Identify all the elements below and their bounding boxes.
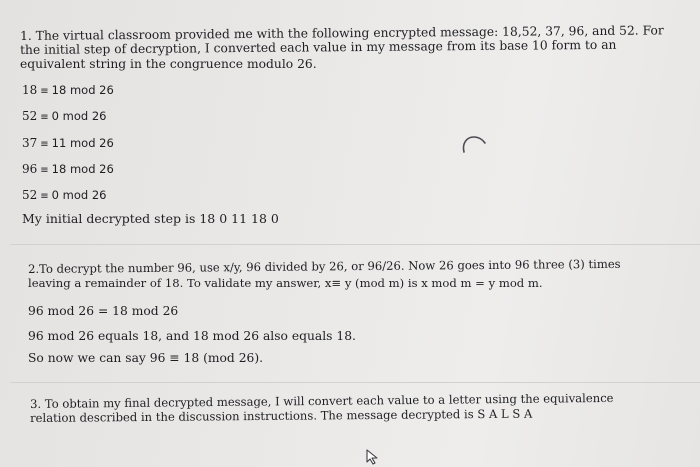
- congruence-lhs: 52: [22, 109, 38, 123]
- congruence-lhs: 96: [22, 162, 38, 176]
- congruence-rhs: 0 mod 26: [51, 109, 107, 123]
- congruence-row: [22, 83, 114, 97]
- congruence-row: [22, 188, 106, 202]
- congruence-symbol: ≡: [40, 191, 49, 202]
- congruence-rhs: 11 mod 26: [51, 136, 114, 150]
- congruence-lhs: 52: [22, 188, 38, 202]
- congruence-symbol: ≡: [40, 139, 49, 150]
- congruence-rhs: 18 mod 26: [51, 162, 114, 176]
- section2-line1: 2.To decrypt the number 96, use x/y, 96 divided by 26, or 96/26. Now 26 goes into 96 three (3) times: [28, 256, 621, 276]
- section3-line2: relation described in the discussion instructions. The message decrypted is S A L S A: [30, 406, 533, 425]
- section1-intro-line2: the initial step of decryption, I converted each value in my message from its base 10 form to an: [20, 37, 617, 57]
- congruence-symbol: ≡: [40, 165, 49, 176]
- section1-intro-line3: equivalent string in the congruence modulo 26.: [20, 57, 317, 71]
- section3-line1: 3. To obtain my final decrypted message, I will convert each value to a letter using the equivalence: [30, 390, 614, 411]
- section2-line2: leaving a remainder of 18. To validate my answer, x≡ y (mod m) is x mod m = y mod m.: [28, 276, 543, 290]
- section2-line5: So now we can say 96 ≡ 18 (mod 26).: [28, 351, 264, 365]
- section-divider: [10, 382, 700, 383]
- initial-decrypted-step: My initial decrypted step is 18 0 11 18 0: [22, 211, 279, 226]
- congruence-rhs: 18 mod 26: [51, 83, 114, 97]
- section-divider: [10, 244, 700, 245]
- congruence-lhs: 37: [22, 136, 38, 150]
- congruence-row: [22, 109, 106, 123]
- section1-intro-line1: 1. The virtual classroom provided me with the following encrypted message: 18,52, 37, 96, and 52. For: [20, 23, 664, 43]
- congruence-row: [22, 162, 114, 176]
- section2-line4: 96 mod 26 equals 18, and 18 mod 26 also equals 18.: [28, 329, 356, 343]
- mouse-pointer-icon: [365, 449, 379, 465]
- congruence-row: [22, 136, 114, 150]
- congruence-lhs: 18: [22, 83, 38, 97]
- congruence-rhs: 0 mod 26: [51, 188, 107, 202]
- pen-mark-curve: [458, 132, 488, 156]
- congruence-symbol: ≡: [40, 112, 49, 123]
- section2-line3: 96 mod 26 = 18 mod 26: [28, 304, 179, 318]
- congruence-symbol: ≡: [40, 86, 49, 97]
